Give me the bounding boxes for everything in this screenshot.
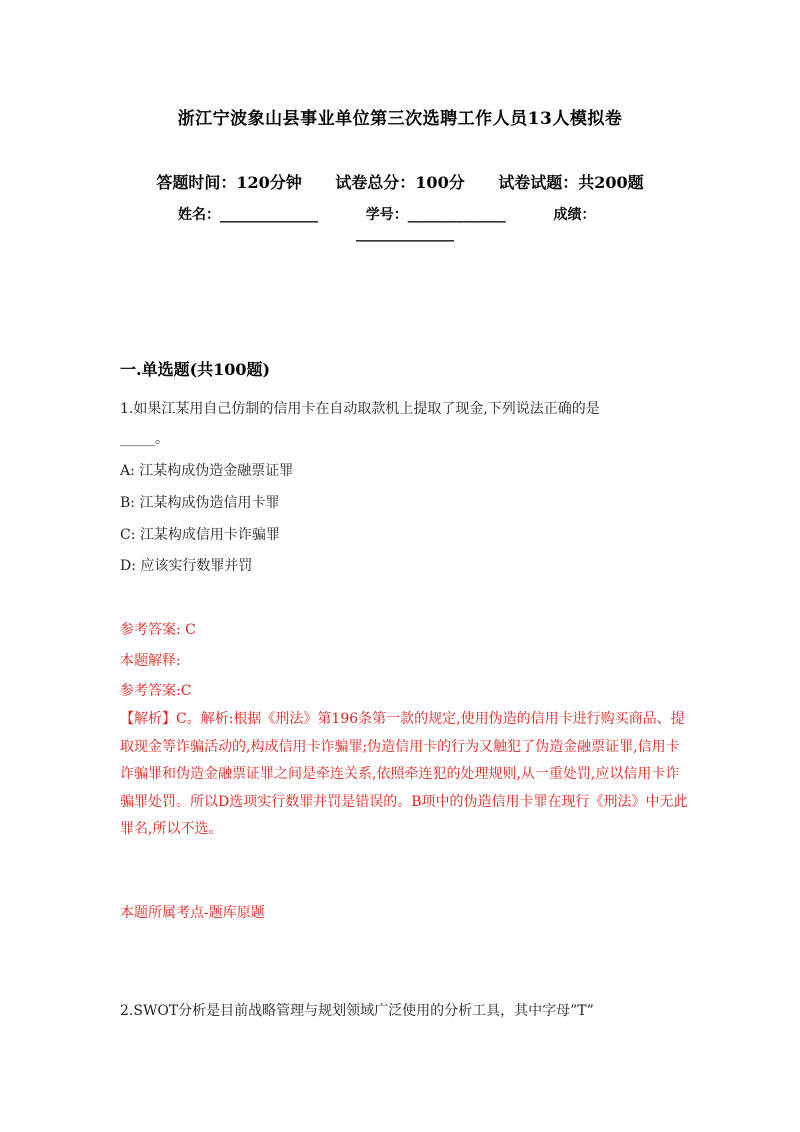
signature-row: [178, 204, 596, 224]
total-score: 试卷总分：100分: [335, 173, 465, 192]
explain-label: 本题解释:: [120, 653, 181, 669]
option-a: A: 江某构成伪造金融票证罪: [120, 463, 294, 479]
section-title: 一.单选题(共100题): [120, 360, 271, 379]
question-1-stem: 1.如果江某用自己仿制的信用卡在自动取款机上提取了现金,下列说法正确的是: [120, 401, 600, 417]
option-c: C: 江某构成信用卡诈骗罪: [120, 527, 280, 543]
id-field: 学号：______________: [365, 207, 506, 223]
score-field: 成绩：: [553, 207, 596, 223]
exam-title: 浙江宁波象山县事业单位第三次选聘工作人员13人模拟卷: [177, 109, 623, 129]
name-field: 姓名：______________: [178, 207, 318, 223]
option-b: B: 江某构成伪造信用卡罪: [120, 495, 280, 511]
question-2-stem: 2.SWOT分析是目前战略管理与规划领域广泛使用的分析工具，其中字母”T”: [120, 1003, 594, 1019]
question-1-blank: _____。: [120, 431, 169, 447]
question-count: 试卷试题：共200题: [498, 173, 644, 192]
score-line: ______________: [356, 226, 454, 242]
option-d: D: 应该实行数罪并罚: [120, 558, 253, 574]
exam-meta: [0, 170, 800, 193]
answer-label-2: 参考答案:C: [120, 683, 192, 699]
answer-label: 参考答案: C: [120, 622, 196, 638]
analysis-text: 【解析】C。解析:根据《刑法》第196条第一款的规定,使用伪造的信用卡进行购买商品、提取现金等诈骗活动的,构成信用卡诈骗罪;伪造信用卡的行为又触犯了伪造金融票证罪,信用卡诈骗罪和伪造金融票证罪之间是牵连关系,依照牵连犯的处理规则,从一重处罚,应以信用卡诈骗罪处罚。所以D选项实行数罪并罚是错误的。B项中的伪造信用卡罪在现行《刑法》中无此罪名,所以不选。: [120, 711, 688, 838]
exam-time: 答题时间：120分钟: [156, 173, 302, 192]
topic-label: 本题所属考点-题库原题: [120, 905, 265, 921]
